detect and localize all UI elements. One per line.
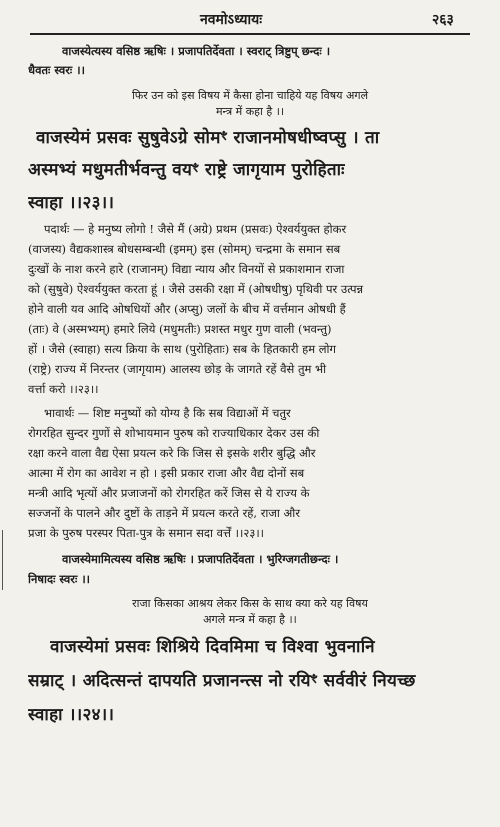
verse-23-bhavartha-line-4: आत्मा में रोग का आवेश न हो । इसी प्रकार राजा और वैद्य दोनों सब	[28, 466, 305, 480]
page-number: २६३	[432, 12, 454, 28]
verse-23-padartha-line-4: को (सुषुवे) ऐश्वर्ययुक्त करता हूं । जैसे उसकी रक्षा में (ओषधीषु) पृथिवी पर उत्पन्न	[28, 282, 364, 296]
verse-23-mantra-line-2: अस्मभ्यं मधुमतीर्भवन्तु वयꣳ राष्ट्रे जागृयाम पुरोहिताः	[28, 160, 345, 180]
header-rule	[30, 33, 470, 35]
verse-24-mantra-line-1: वाजस्येमां प्रसवः शिश्रिये दिवमिमा च विश्वा भुवनानि	[50, 637, 375, 657]
verse-24-mantra-line-2: सम्राट् । अदित्सन्तं दापयति प्रजानन्त्स नो रयिꣳ सर्ववीरं नियच्छ	[28, 671, 416, 691]
verse-23-padartha-line-7: हों । जैसे (स्वाहा) सत्य क्रिया के साथ (पुरोहिताः) सब के हितकारी हम लोग	[28, 342, 337, 356]
verse-23-padartha-line-9: वर्त्ता करो ।।२३।।	[28, 382, 99, 396]
verse-23-padartha-line-6: (ताः) वे (अस्मभ्यम्) हमारे लिये (मधुमतीः) प्रशस्त मधुर गुण वाली (भवन्तु)	[28, 322, 332, 336]
verse-23-padartha-line-1: पदार्थः — हे मनुष्य लोगो ! जैसे मैं (अग्रे) प्रथम (प्रसवः) ऐश्वर्ययुक्त होकर	[44, 222, 347, 236]
verse-24-meta-line-1: वाजस्येमामित्यस्य वसिष्ठ ऋषिः । प्रजापतिर्देवता । भुरिग्जगतीछन्दः ।	[62, 552, 339, 566]
verse-23-bhavartha-line-6: सज्जनों के पालने और दुष्टों के ताड़ने में प्रयत्न करते रहें, राजा और	[28, 506, 301, 520]
binding-margin-mark	[2, 530, 7, 590]
verse-24-mantra-line-3: स्वाहा ।।२४।।	[28, 705, 115, 725]
verse-23-bhavartha-line-5: मन्त्री आदि भृत्यों और प्रजाजनों को रोगरहित करें जिस से ये राज्य के	[28, 486, 310, 500]
verse-23-bhavartha-line-7: प्रजा के पुरुष परस्पर पिता-पुत्र के समान सदा वर्त्तें ।।२३।।	[28, 526, 265, 540]
verse-23-padartha-line-3: दुःखों के नाश करने हारे (राजानम्) विद्या न्याय और विनयों से प्रकाशमान राजा	[28, 262, 345, 276]
verse-24-intro-line-1: राजा किसका आश्रय लेकर किस के साथ क्या करे यह विषय	[132, 597, 368, 610]
verse-23-intro-line-2: मन्त्र में कहा है ।।	[215, 105, 285, 118]
verse-23-padartha-line-5: होने वाली यव आदि ओषधियों और (अप्सु) जलों के बीच में वर्त्तमान ओषधी हैं	[28, 302, 346, 316]
verse-24-intro-line-2: अगले मन्त्र में कहा है ।।	[203, 613, 297, 626]
verse-23-intro-line-1: फिर उन को इस विषय में कैसा होना चाहिये यह विषय अगले	[131, 89, 369, 102]
verse-23-padartha-line-2: (वाजस्य) वैद्यकशास्त्र बोधसम्बन्धी (इमम्) इस (सोमम्) चन्द्रमा के समान सब	[28, 242, 341, 256]
verse-23-bhavartha-line-3: रक्षा करने वाला वैद्य ऐसा प्रयत्न करे कि जिस से इसके शरीर बुद्धि और	[28, 446, 316, 460]
verse-23-bhavartha-line-2: रोगरहित सुन्दर गुणों से शोभायमान पुरुष को राज्याधिकार देकर उस की	[28, 426, 320, 440]
verse-23-meta-line-2: धैवतः स्वरः ।।	[28, 63, 85, 77]
verse-24-meta-line-2: निषादः स्वरः ।।	[28, 572, 91, 586]
verse-23-padartha-line-8: (राष्ट्रे) राज्य में निरन्तर (जागृयाम) आलस्य छोड़ के जागते रहें वैसे तुम भी	[28, 362, 327, 376]
chapter-title: नवमोऽध्यायः	[200, 12, 263, 28]
verse-23-mantra-line-3: स्वाहा ।।२३।।	[28, 193, 115, 213]
verse-23-mantra-line-1: वाजस्येमं प्रसवः सुषुवेऽग्रे सोमꣳ राजानमोषधीष्वप्सु । ता	[36, 128, 380, 148]
page-header	[0, 10, 500, 34]
verse-23-bhavartha-line-1: भावार्थः — शिष्ट मनुष्यों को योग्य है कि सब विद्याओं में चतुर	[44, 406, 291, 420]
verse-23-meta-line-1: वाजस्येत्यस्य वसिष्ठ ऋषिः । प्रजापतिर्देवता । स्वराट् त्रिष्टुप् छन्दः ।	[62, 44, 331, 58]
